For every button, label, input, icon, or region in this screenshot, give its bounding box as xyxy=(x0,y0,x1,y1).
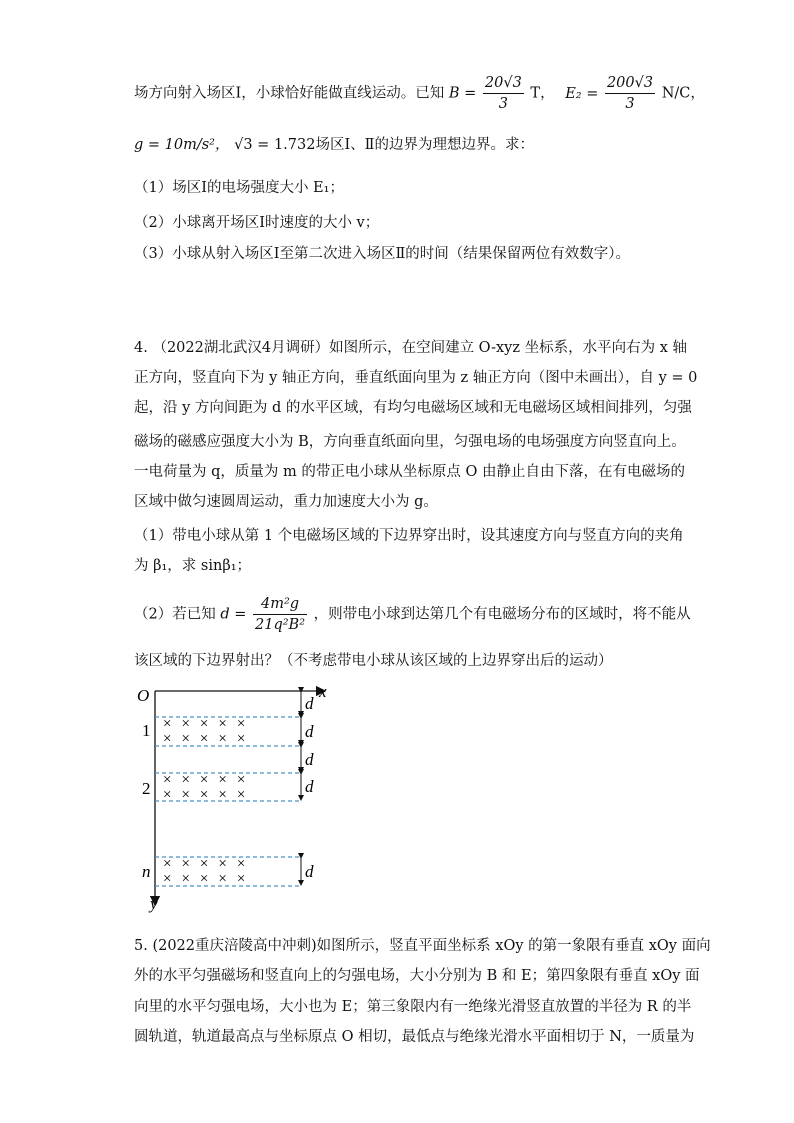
q4-part2-prefix: （2）若已知 xyxy=(134,606,216,623)
q4-line-3: 起，沿 y 方向间距为 d 的水平区域，有均匀电磁场区域和无电磁场区域相间排列，匀强 xyxy=(134,400,692,416)
q4-line-4: 磁场的磁感应强度大小为 B，方向垂直纸面向里，匀强电场的电场强度方向竖直向上。 xyxy=(134,434,686,450)
field-region-n xyxy=(142,856,301,887)
q3-b-lhs: B = xyxy=(448,85,477,102)
field-cross-row: ××××× xyxy=(163,856,256,872)
field-cross-row: ××××× xyxy=(163,787,256,803)
q3-g-line xyxy=(134,135,534,155)
q3-b-numerator: 20√3 xyxy=(483,73,524,94)
d-label-2: d xyxy=(305,722,314,741)
q4-d-denominator: 21q²B² xyxy=(255,617,306,633)
q4-part2-line-2: 该区域的下边界射出？（不考虑带电小球从该区域的上边界穿出后的运动） xyxy=(134,653,613,669)
d-label-3: d xyxy=(305,750,314,769)
q3-e2-numerator: 200√3 xyxy=(605,73,655,94)
q4-part2-line xyxy=(134,594,691,635)
q4-line-8: 为 β₁，求 sinβ₁； xyxy=(134,558,252,574)
q3-intro-text: 场方向射入场区Ⅰ，小球恰好能做直线运动。已知 xyxy=(134,85,445,102)
q3-boundary-text: 场区Ⅰ、Ⅱ的边界为理想边界。求： xyxy=(315,137,535,153)
q4-line-1: 4. （2022湖北武汉4月调研）如图所示，在空间建立 O-xyz 坐标系，水平向右为 x 轴 xyxy=(134,340,688,356)
d-label-1: d xyxy=(305,694,314,713)
x-axis-label: x xyxy=(319,683,327,701)
q4-part2-suffix: ，则带电小球到达第几个有电磁场分布的区域时，将不能从 xyxy=(313,606,691,623)
q4-d-numerator: 4m²g xyxy=(253,594,307,615)
q4-line-7: （1）带电小球从第 1 个电磁场区域的下边界穿出时，设其速度方向与竖直方向的夹角 xyxy=(134,528,684,544)
q4-line-6: 区域中做匀速圆周运动，重力加速度大小为 g。 xyxy=(134,494,438,510)
q3-b-fraction xyxy=(483,73,524,114)
field-cross-row: ××××× xyxy=(163,871,256,887)
q5-line-4: 圆轨道，轨道最高点与坐标原点 O 相切，最低点与绝缘光滑水平面相切于 N，一质量为 xyxy=(134,1029,695,1045)
field-region-diagram xyxy=(135,683,335,913)
q3-e2-unit: N/C， xyxy=(661,85,705,102)
q4-d-fraction xyxy=(253,594,307,635)
origin-label: O xyxy=(137,686,150,705)
field-cross-row: ××××× xyxy=(163,772,256,788)
region-label-n: n xyxy=(142,862,151,881)
q3-e2-lhs: E₂ = xyxy=(565,85,599,102)
q5-line-2: 外的水平匀强磁场和竖直向上的匀强电场，大小分别为 B 和 E；第四象限有垂直 xOy 面 xyxy=(134,968,700,984)
q3-e2-fraction xyxy=(605,73,655,114)
field-cross-row: ××××× xyxy=(163,716,256,732)
q3-sqrt3-value: √3 = 1.732 xyxy=(234,137,316,153)
region-label-2: 2 xyxy=(142,779,151,798)
q3-b-unit: T， xyxy=(530,85,555,102)
q4-line-5: 一电荷量为 q，质量为 m 的带正电小球从坐标原点 O 由静止自由下落，在有电磁场的 xyxy=(134,464,685,480)
q3-item-1: （1）场区Ⅰ的电场强度大小 E₁； xyxy=(134,180,344,196)
q3-e2-denominator: 3 xyxy=(625,96,635,112)
q5-line-1: 5. (2022重庆涪陵高中冲刺)如图所示，竖直平面坐标系 xOy 的第一象限有垂直 xOy 面向 xyxy=(134,938,711,954)
q4-d-lhs: d = xyxy=(220,606,247,623)
y-axis-label: y xyxy=(150,894,158,913)
q3-given-line xyxy=(134,73,705,114)
field-region-1 xyxy=(142,716,301,747)
q3-b-denominator: 3 xyxy=(498,96,508,112)
d-label-4: d xyxy=(305,777,314,796)
q3-g-value: g = 10m/s²， xyxy=(134,137,230,153)
q5-line-3: 向里的水平匀强电场，大小也为 E；第三象限内有一绝缘光滑竖直放置的半径为 R 的半 xyxy=(134,999,692,1015)
q3-item-3: （3）小球从射入场区Ⅰ至第二次进入场区Ⅱ的时间（结果保留两位有效数字）。 xyxy=(134,246,631,262)
field-region-2 xyxy=(142,772,301,803)
q4-line-2: 正方向，竖直向下为 y 轴正方向，垂直纸面向里为 z 轴正方向（图中未画出），自 y = 0 xyxy=(134,370,698,386)
region-label-1: 1 xyxy=(142,721,151,740)
field-cross-row: ××××× xyxy=(163,731,256,747)
q3-item-2: （2）小球离开场区Ⅰ时速度的大小 v； xyxy=(134,215,380,231)
d-label-5: d xyxy=(305,862,314,881)
